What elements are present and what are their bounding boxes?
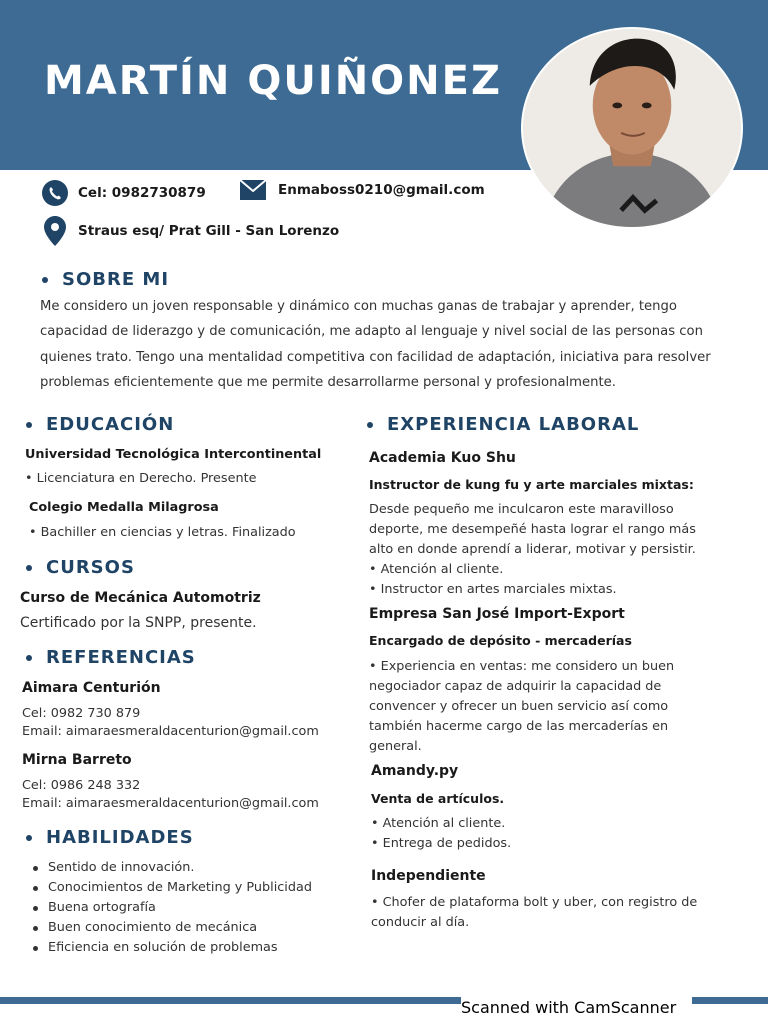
- job-description: • Chofer de plataforma bolt y uber, con registro de conducir al día.: [371, 895, 698, 930]
- section-title-courses: CURSOS: [26, 557, 135, 578]
- footer-bar: [692, 997, 768, 1004]
- list-item: Eficiencia en solución de problemas: [30, 938, 312, 958]
- job-bullet: • Instructor en artes marciales mixtas.: [369, 582, 617, 597]
- bullet-dot: [42, 277, 48, 283]
- reference-email: Email: aimaraesmeraldacenturion@gmail.com: [22, 796, 319, 811]
- course-name: Curso de Mecánica Automotriz: [20, 590, 261, 606]
- email-text: Enmaboss0210@gmail.com: [278, 182, 485, 198]
- job-bullet: • Entrega de pedidos.: [371, 836, 512, 851]
- education-school: Colegio Medalla Milagrosa: [29, 500, 219, 515]
- section-title-skills: HABILIDADES: [26, 827, 194, 848]
- skills-list: [30, 858, 312, 958]
- candidate-name: MARTÍN QUIÑONEZ: [44, 58, 502, 104]
- job-bullet: • Atención al cliente.: [371, 816, 506, 831]
- education-detail: • Licenciatura en Derecho. Presente: [25, 471, 257, 486]
- contact-email: [240, 180, 485, 200]
- job-bullet: • Atención al cliente.: [369, 562, 504, 577]
- job-company: Amandy.py: [371, 763, 459, 779]
- phone-text: Cel: 0982730879: [78, 185, 206, 201]
- bullet-dot: [26, 422, 32, 428]
- education-detail: • Bachiller en ciencias y letras. Finalizado: [29, 525, 296, 540]
- bullet-dot: [26, 565, 32, 571]
- bullet-dot: [367, 422, 373, 428]
- footer-bar: [0, 997, 461, 1004]
- profile-photo: [521, 27, 743, 229]
- job-company: Empresa San José Import-Export: [369, 606, 625, 622]
- reference-email: Email: aimaraesmeraldacenturion@gmail.com: [22, 724, 319, 739]
- job-description: • Experiencia en ventas: me considero un buen negociador capaz de adquirir la capacidad de convencer y ofrecer un buen servicio así como también hacerme cargo de las mercaderías en general.: [369, 659, 675, 754]
- job-role: Venta de artículos.: [371, 791, 505, 806]
- reference-name: Aimara Centurión: [22, 680, 161, 696]
- about-text: Me considero un joven responsable y dinámico con muchas ganas de trabajar y aprender, tengo capacidad de liderazgo y de comunicación, me adapto al lenguaje y nivel social de las personas con quienes trato. Tengo una mentalidad competitiva con facilidad de adaptación, iniciativa para resolver problemas eficientemente que me permite desarrollarme personal y profesionalmente.: [40, 299, 711, 390]
- section-title-about: SOBRE MI: [42, 269, 169, 290]
- section-title-education: EDUCACIÓN: [26, 414, 174, 435]
- job-role: Instructor de kung fu y arte marciales mixtas:: [369, 477, 694, 492]
- job-description: Desde pequeño me inculcaron este maravilloso deporte, me desempeñé hasta lograr el rango más alto en donde aprendí a liderar, motivar y persistir.: [369, 502, 696, 557]
- section-title-experience: EXPERIENCIA LABORAL: [367, 414, 639, 435]
- reference-name: Mirna Barreto: [22, 752, 132, 768]
- bullet-dot: [26, 835, 32, 841]
- phone-icon: [42, 180, 68, 206]
- scanner-watermark: Scanned with CamScanner: [461, 998, 677, 1017]
- list-item: Conocimientos de Marketing y Publicidad: [30, 878, 312, 898]
- reference-phone: Cel: 0982 730 879: [22, 706, 141, 721]
- location-pin-icon: [44, 216, 66, 246]
- section-title-references: REFERENCIAS: [26, 647, 196, 668]
- job-company: Independiente: [371, 868, 486, 884]
- contact-address: [44, 216, 339, 246]
- job-role: Encargado de depósito - mercaderías: [369, 633, 632, 648]
- address-text: Straus esq/ Prat Gill - San Lorenzo: [78, 223, 340, 239]
- envelope-icon: [240, 180, 266, 200]
- list-item: Buen conocimiento de mecánica: [30, 918, 312, 938]
- job-company: Academia Kuo Shu: [369, 450, 516, 466]
- bullet-dot: [26, 655, 32, 661]
- education-school: Universidad Tecnológica Intercontinental: [25, 447, 322, 462]
- contact-phone: [42, 180, 206, 206]
- list-item: Buena ortografía: [30, 898, 312, 918]
- list-item: Sentido de innovación.: [30, 858, 312, 878]
- reference-phone: Cel: 0986 248 332: [22, 778, 141, 793]
- course-detail: Certificado por la SNPP, presente.: [20, 615, 257, 631]
